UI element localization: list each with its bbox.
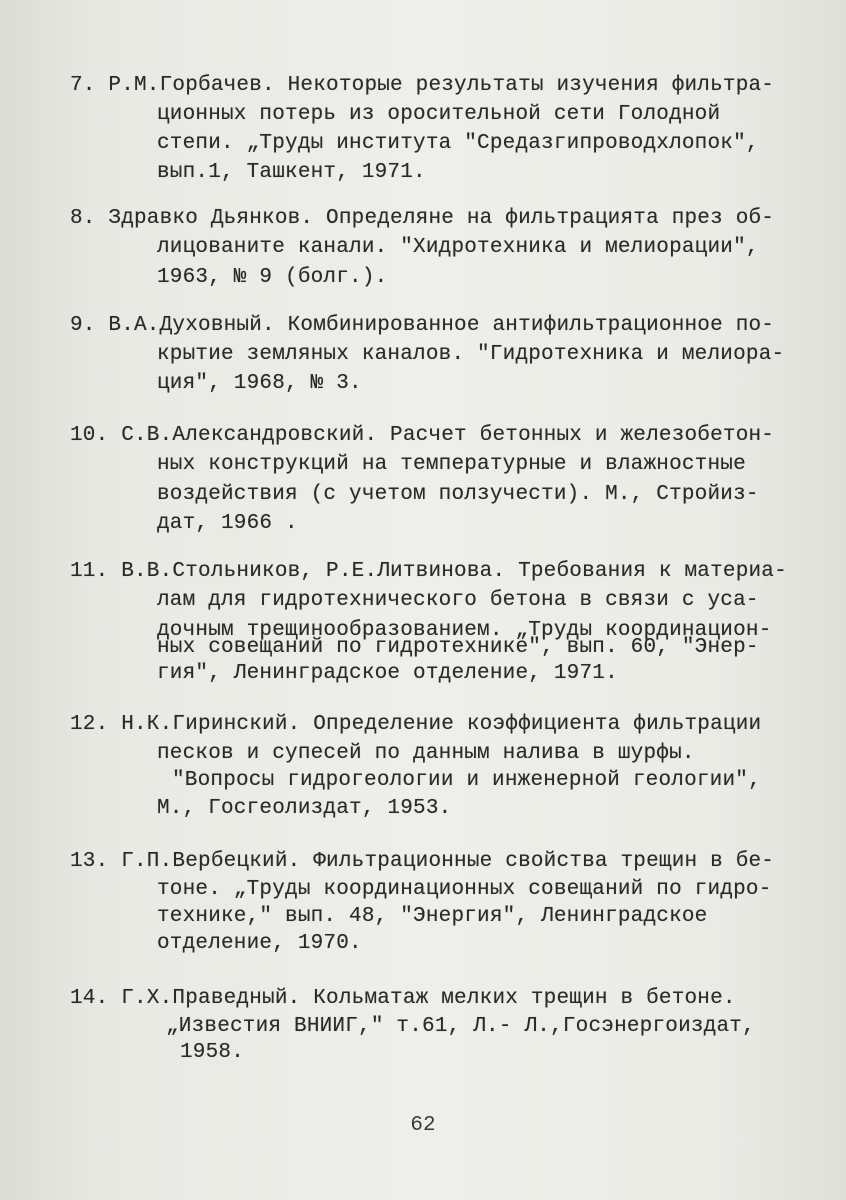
reference-12-line-1: 12. Н.К.Гиринский. Определение коэффициента фильтрации: [70, 713, 762, 736]
reference-9-line-3: ция", 1968, № 3.: [157, 372, 362, 395]
reference-10-line-1: 10. С.В.Александровский. Расчет бетонных и железобетон-: [70, 424, 775, 447]
reference-11-line-3: дочным трещинообразованием. „Труды координацион-: [157, 619, 772, 642]
reference-13-line-2: тоне. „Труды координационных совещаний по гидро-: [157, 878, 772, 901]
reference-13-line-1: 13. Г.П.Вербецкий. Фильтрационные свойства трещин в бе-: [70, 850, 775, 873]
page-number: 62: [410, 1114, 436, 1137]
reference-11-line-4: ных совещаний по гидротехнике", вып. 60, "Энер-: [157, 636, 759, 659]
reference-12-line-4: М., Госгеолиздат, 1953.: [157, 797, 452, 820]
reference-13-line-3: технике," вып. 48, "Энергия", Ленинградское: [157, 905, 708, 928]
reference-7-line-1: 7. Р.М.Горбачев. Некоторые результаты изучения фильтра-: [70, 74, 775, 97]
reference-10-line-2: ных конструкций на температурные и влажностные: [157, 453, 746, 476]
reference-14-line-1: 14. Г.Х.Праведный. Кольматаж мелких трещин в бетоне.: [70, 987, 736, 1010]
reference-14-line-2: „Известия ВНИИГ," т.61, Л.- Л.,Госэнергоиздат,: [166, 1015, 755, 1038]
reference-8-line-3: 1963, № 9 (болг.).: [157, 266, 388, 289]
reference-12-line-3: "Вопросы гидрогеологии и инженерной геологии",: [172, 769, 761, 792]
reference-8-line-2: лицованите канали. "Хидротехника и мелиорации",: [157, 236, 759, 259]
reference-8-line-1: 8. Здравко Дьянков. Определяне на фильтрацията през об-: [70, 207, 775, 230]
reference-11-line-5: гия", Ленинградское отделение, 1971.: [157, 662, 618, 685]
reference-11-line-1: 11. В.В.Стольников, Р.Е.Литвинова. Требования к материа-: [70, 560, 787, 583]
reference-12-line-2: песков и супесей по данным налива в шурфы.: [157, 742, 695, 765]
reference-7-line-3: степи. „Труды института "Средазгипроводхлопок",: [157, 132, 759, 155]
reference-7-line-2: ционных потерь из оросительной сети Голодной: [157, 103, 721, 126]
reference-10-line-3: воздействия (с учетом ползучести). М., Стройиз-: [157, 483, 759, 506]
reference-9-line-1: 9. В.А.Духовный. Комбинированное антифильтрационное по-: [70, 314, 775, 337]
reference-11-line-2: лам для гидротехнического бетона в связи с уса-: [157, 589, 759, 612]
reference-14-line-3: 1958.: [180, 1041, 245, 1064]
reference-7-line-4: вып.1, Ташкент, 1971.: [157, 161, 426, 184]
reference-10-line-4: дат, 1966 .: [157, 512, 298, 535]
reference-9-line-2: крытие земляных каналов. "Гидротехника и мелиора-: [157, 343, 785, 366]
reference-13-line-4: отделение, 1970.: [157, 932, 362, 955]
